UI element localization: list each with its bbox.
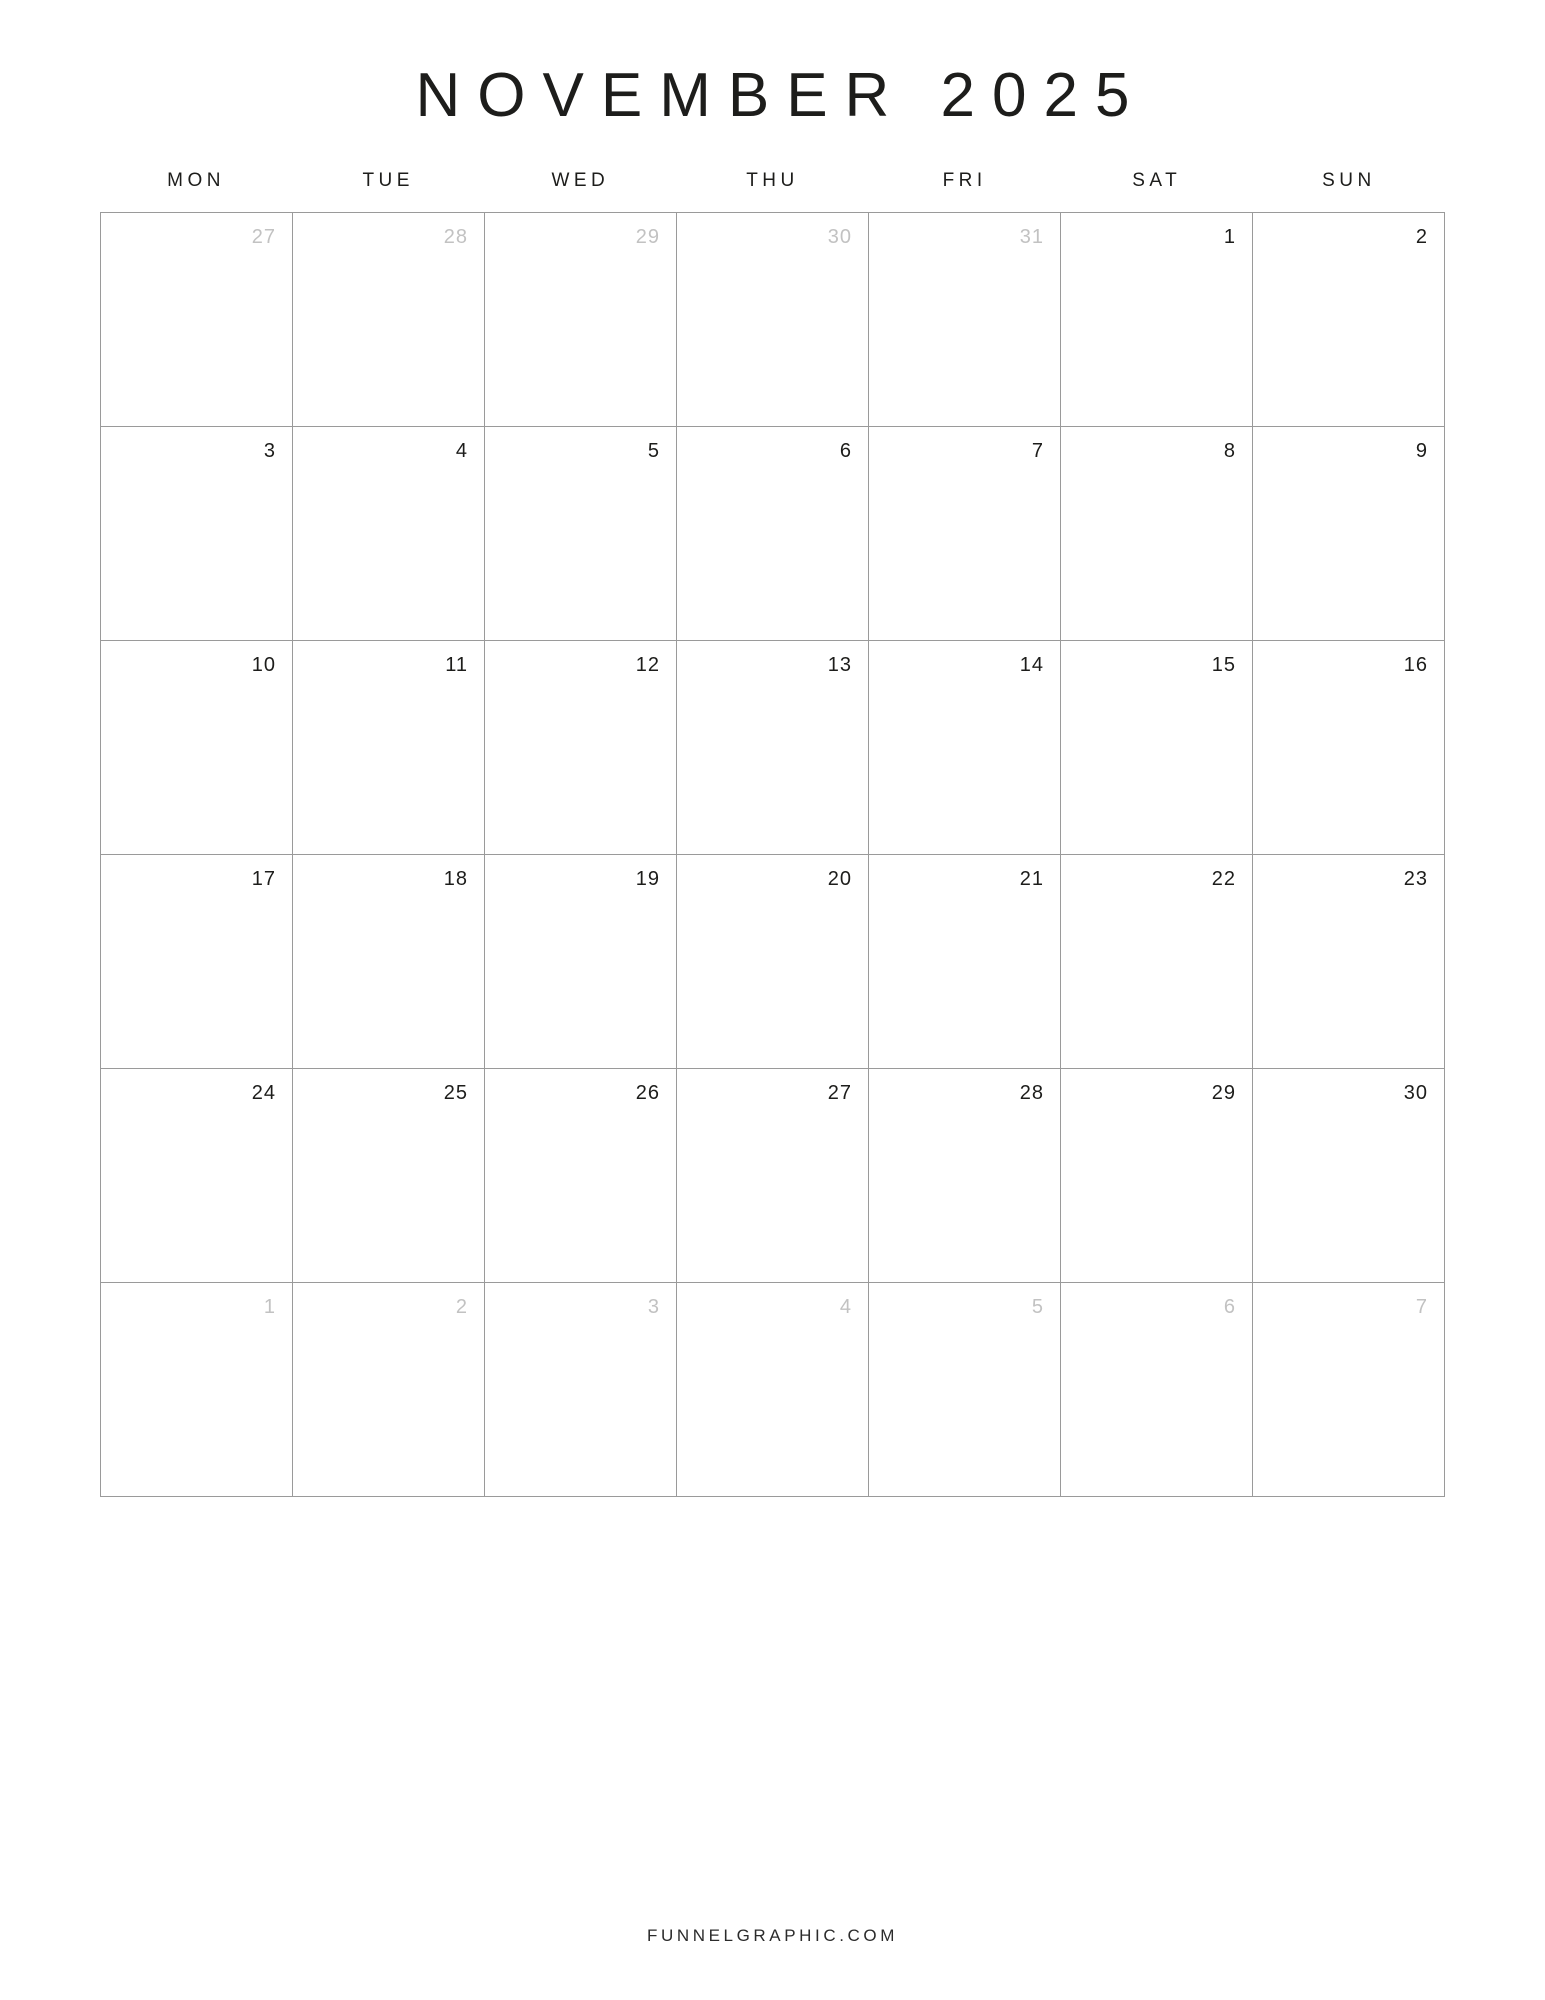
day-number: 4 [839,1296,852,1319]
day-cell[interactable] [677,213,869,427]
day-cell[interactable] [1253,641,1445,855]
day-number: 7 [1415,1296,1428,1319]
day-cell[interactable] [485,213,677,427]
day-cell[interactable] [293,855,485,1069]
day-number: 20 [827,868,852,891]
day-number: 10 [251,654,276,677]
day-cell[interactable] [677,1283,869,1497]
day-cell[interactable] [677,855,869,1069]
day-cell[interactable] [1061,1069,1253,1283]
day-cell[interactable] [677,1069,869,1283]
day-cell[interactable] [293,641,485,855]
day-number: 14 [1019,654,1044,677]
day-number: 30 [1403,1082,1428,1105]
day-number: 16 [1403,654,1428,677]
day-cell[interactable] [869,1069,1061,1283]
day-number: 30 [827,226,852,249]
day-cell[interactable] [677,641,869,855]
day-cell[interactable] [1061,427,1253,641]
day-number: 2 [455,1296,468,1319]
weekday-label-thu: THU [746,170,799,192]
calendar-grid [100,212,1445,1497]
day-number: 5 [1031,1296,1044,1319]
day-number: 11 [445,654,468,677]
day-cell[interactable] [1061,213,1253,427]
day-cell[interactable] [1253,213,1445,427]
day-cell[interactable] [485,1283,677,1497]
day-cell[interactable] [101,1283,293,1497]
day-number: 21 [1019,868,1044,891]
day-cell[interactable] [1253,1283,1445,1497]
weekday-header-row [100,170,1445,206]
day-number: 24 [251,1082,276,1105]
day-number: 23 [1403,868,1428,891]
page-title: NOVEMBER 2025 [415,61,1147,130]
day-cell[interactable] [101,213,293,427]
day-number: 2 [1415,226,1428,249]
day-cell[interactable] [1061,641,1253,855]
day-number: 12 [635,654,660,677]
day-cell[interactable] [101,855,293,1069]
day-number: 29 [635,226,660,249]
weekday-label-tue: TUE [362,170,414,192]
footer-watermark: FUNNELGRAPHIC.COM [646,1926,899,1945]
day-number: 1 [263,1296,276,1319]
day-cell[interactable] [485,427,677,641]
day-number: 4 [455,440,468,463]
day-number: 29 [1211,1082,1236,1105]
day-cell[interactable] [293,427,485,641]
day-number: 17 [251,868,276,891]
day-number: 13 [827,654,852,677]
day-number: 18 [443,868,468,891]
day-cell[interactable] [101,427,293,641]
day-cell[interactable] [869,213,1061,427]
day-cell[interactable] [293,1283,485,1497]
day-cell[interactable] [485,641,677,855]
day-cell[interactable] [101,1069,293,1283]
weekday-label-mon: MON [167,170,225,192]
day-cell[interactable] [1253,1069,1445,1283]
day-number: 9 [1415,440,1428,463]
day-number: 5 [647,440,660,463]
day-cell[interactable] [1061,1283,1253,1497]
day-number: 27 [251,226,276,249]
day-cell[interactable] [677,427,869,641]
day-number: 1 [1223,226,1236,249]
weekday-label-sat: SAT [1132,170,1182,192]
day-number: 7 [1031,440,1044,463]
day-number: 3 [647,1296,660,1319]
day-cell[interactable] [293,213,485,427]
calendar [100,170,1445,1497]
day-cell[interactable] [869,641,1061,855]
day-number: 25 [443,1082,468,1105]
day-number: 22 [1211,868,1236,891]
day-number: 26 [635,1082,660,1105]
weekday-label-fri: FRI [942,170,987,192]
day-cell[interactable] [293,1069,485,1283]
day-number: 3 [263,440,276,463]
day-cell[interactable] [869,1283,1061,1497]
day-cell[interactable] [1253,427,1445,641]
day-cell[interactable] [485,1069,677,1283]
day-number: 8 [1223,440,1236,463]
day-number: 19 [635,868,660,891]
day-number: 15 [1211,654,1236,677]
day-cell[interactable] [1253,855,1445,1069]
day-cell[interactable] [101,641,293,855]
day-number: 28 [443,226,468,249]
day-cell[interactable] [485,855,677,1069]
day-number: 6 [839,440,852,463]
day-number: 6 [1223,1296,1236,1319]
day-number: 31 [1019,226,1044,249]
day-number: 28 [1019,1082,1044,1105]
day-cell[interactable] [869,427,1061,641]
day-cell[interactable] [1061,855,1253,1069]
weekday-label-wed: WED [551,170,610,192]
day-cell[interactable] [869,855,1061,1069]
weekday-label-sun: SUN [1322,170,1376,192]
day-number: 27 [827,1082,852,1105]
